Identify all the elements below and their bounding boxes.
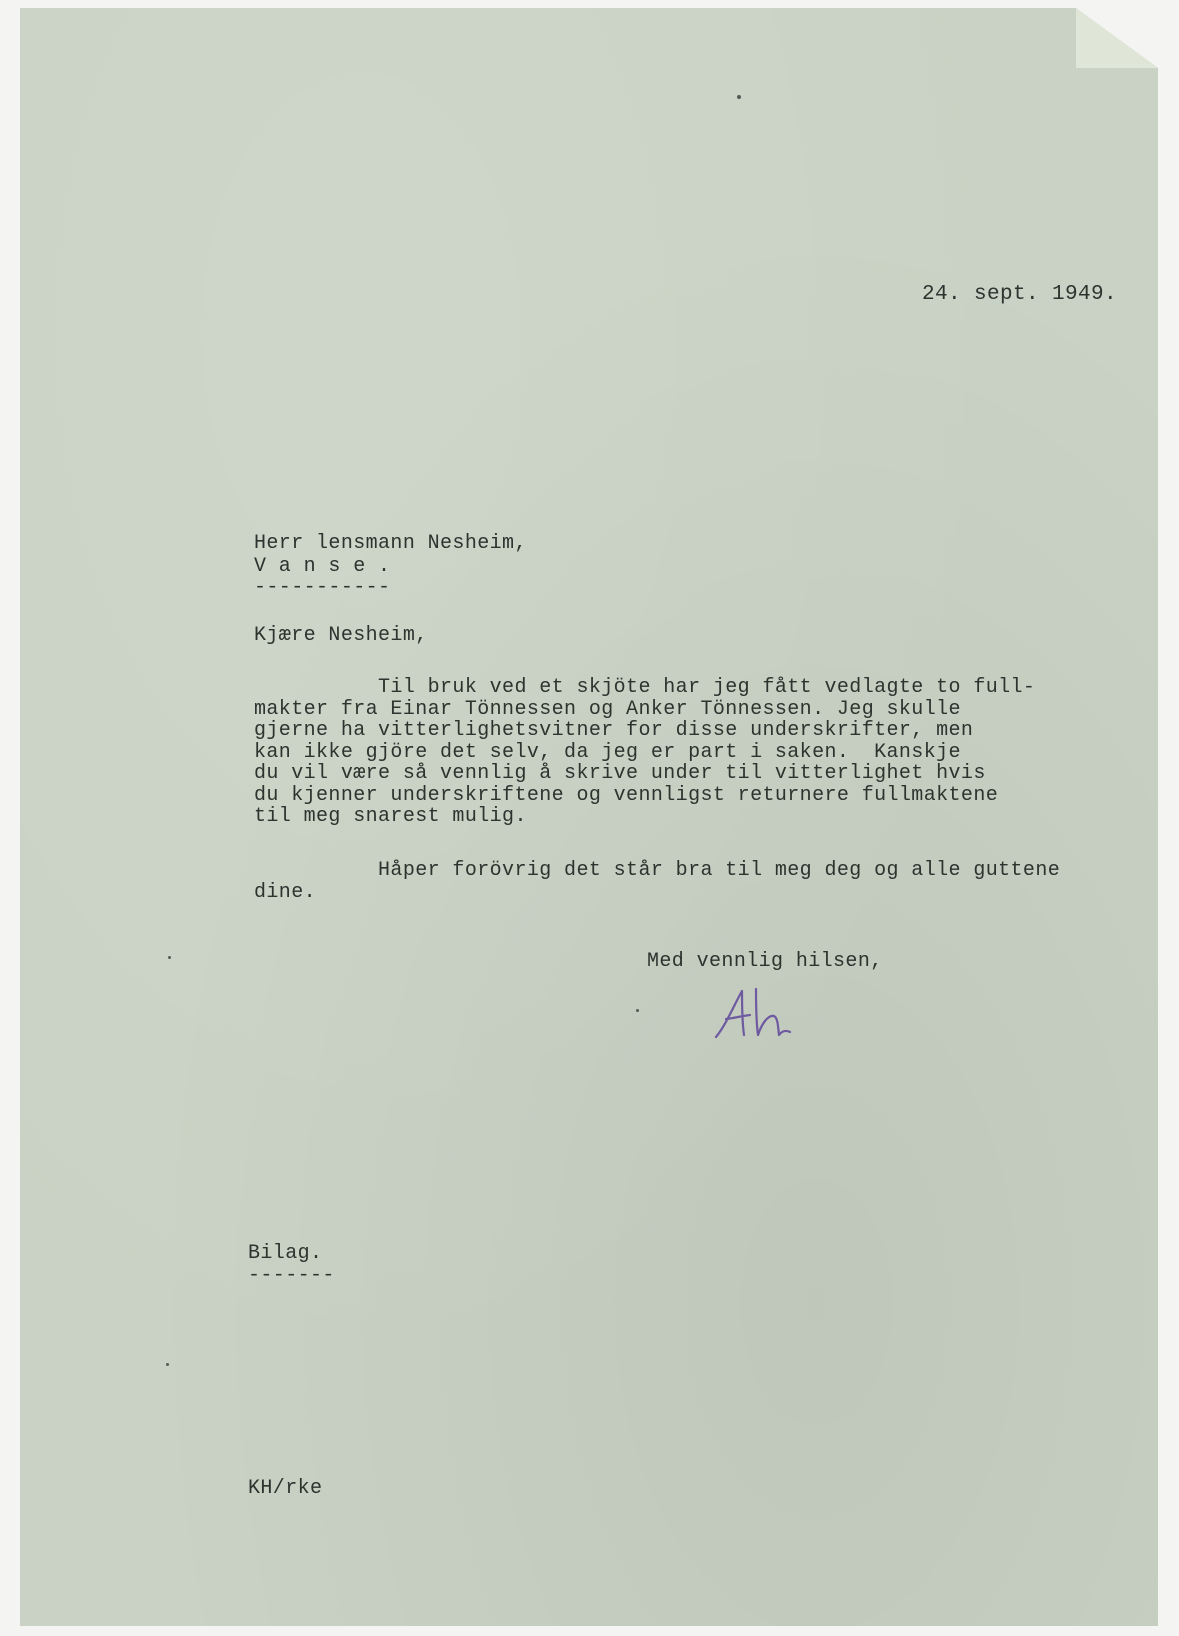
closing: Med vennlig hilsen, xyxy=(647,950,883,973)
letter-date: 24. sept. 1949. xyxy=(922,283,1118,306)
folded-corner xyxy=(1076,8,1158,68)
paper-speck xyxy=(737,95,741,99)
paper-speck xyxy=(168,956,171,959)
attachment-label: Bilag. xyxy=(248,1242,323,1265)
salutation: Kjære Nesheim, xyxy=(254,624,428,647)
recipient-name: Herr lensmann Nesheim, xyxy=(254,532,527,555)
attachment-underline: ------- xyxy=(248,1264,335,1287)
body-paragraph-2: Håper forövrig det står bra til meg deg og alle guttene dine. xyxy=(254,859,1061,904)
paper-speck xyxy=(636,1009,639,1012)
recipient-place: V a n s e . xyxy=(254,555,391,578)
handwritten-signature xyxy=(712,985,796,1043)
reference-initials: KH/rke xyxy=(248,1477,323,1500)
recipient-underline: ----------- xyxy=(254,576,391,599)
paper-speck xyxy=(166,1363,169,1366)
body-paragraph-1: Til bruk ved et skjöte har jeg fått vedlagte to full- makter fra Einar Tönnessen og Anker Tönnessen. Jeg skulle gjerne ha vitterlighetsvitner for disse underskrifter, men kan ikke gjöre det selv, da jeg er part i saken. Kanskje du vil være så vennlig å skrive under til vitterlighet hvis du kjenner underskriftene og vennligst returnere fullmaktene til meg snarest mulig. xyxy=(254,676,1036,828)
